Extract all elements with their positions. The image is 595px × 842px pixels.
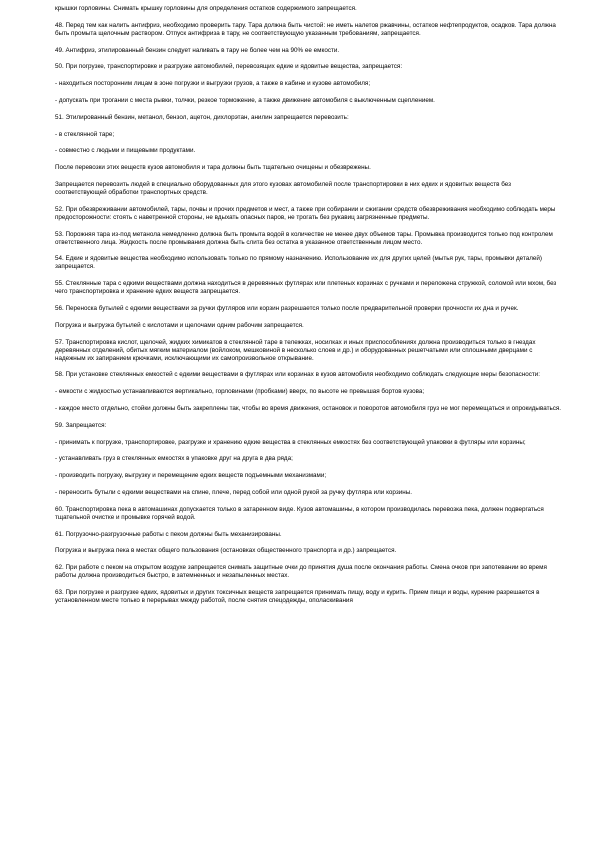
paragraph-62: 62. При работе с пеком на открытом воздухе запрещается снимать защитные очки до принятия душа после окончания работы. Смена очков при запотевании во время работы должна производиться быстро, в затемненных и незапыленных местах.	[55, 564, 547, 580]
paragraph-59: 59. Запрещается:	[55, 421, 107, 429]
paragraph-53: 53. Порожняя тара из-под метанола немедленно должна быть промыта водой в количестве не менее двух объемов тары. Промывка производится только под контролем ответственного лица. Жидкость после промывания должна быть слита без остатка в указанное ответственным лицом место.	[55, 230, 553, 246]
list-item: - емкости с жидкостью устанавливаются вертикально, горловинами (пробками) вверх, по высоте не превышая бортов кузова;	[55, 388, 425, 396]
list-item: - каждое место отдельно, стойки должны быть закреплены так, чтобы во время движения, остановок и поворотов автомобиля груз не мог перемещаться и опрокидываться.	[55, 404, 562, 412]
paragraph-48: 48. Перед тем как налить антифриз, необходимо проверить тару. Тара должна быть чистой: не иметь налетов ржавчины, остатков нефтепродуктов, осадков. Тара должна быть промыта щелочным раствором. Отпуск антифриза в тару, не соответствующую указанным требованиям, запрещается.	[55, 21, 556, 37]
list-item: - производить погрузку, выгрузку и перемещение едких веществ подъемными механизмами;	[55, 472, 327, 480]
paragraph-49: 49. Антифриз, этилированный бензин следует наливать в тару не более чем на 90% ее емкости.	[55, 46, 340, 54]
paragraph: Погрузка и выгрузка бутылей с кислотами и щелочами одним рабочим запрещается.	[55, 321, 304, 329]
paragraph-continuation: крышки горловины. Снимать крышку горловины для определения остатков содержимого запрещается.	[55, 5, 357, 12]
list-item: - переносить бутыли с едкими веществами на спине, плече, перед собой или одной рукой за ручку футляра или корзины.	[55, 488, 412, 496]
paragraph: Запрещается перевозить людей в специально оборудованных для этого кузовах автомобилей после транспортировки в них едких и ядовитых веществ без соответствующей обработки транспортных средств.	[55, 180, 512, 196]
paragraph-58: 58. При установке стеклянных емкостей с едкими веществами в футлярах или корзинах в кузов автомобиля необходимо соблюдать следующие меры безопасности:	[55, 371, 541, 379]
paragraph: После перевозки этих веществ кузов автомобиля и тара должны быть тщательно очищены и обезврежены.	[55, 164, 371, 172]
paragraph-61: 61. Погрузочно-разгрузочные работы с пеком должны быть механизированы.	[55, 530, 282, 538]
list-item: - в стеклянной таре;	[55, 130, 115, 138]
paragraph-63: 63. При погрузке и разгрузке едких, ядовитых и других токсичных веществ запрещается принимать пищу, воду и курить. Прием пищи и воды, курение разрешается в установленном месте только в перерывах между работой, после снятия спецодежды, ополаскивания	[55, 588, 540, 604]
paragraph-52: 52. При обезвреживании автомобилей, тары, почвы и прочих предметов и мест, а также при собирании и сжигании средств обезвреживания необходимо соблюдать меры предосторожности: стоять с наветренной стороны, не вдыхать опасных паров, не трогать без рукавиц загрязненные предметы.	[55, 205, 556, 221]
list-item: - совместно с людьми и пищевыми продуктами.	[55, 147, 196, 155]
list-item: - устанавливать груз в стеклянных емкостях в упаковке друг на друга в два ряда;	[55, 455, 293, 463]
list-item: - допускать при трогании с места рывки, толчки, резкое торможение, а также движение автомобиля с выключенным сцеплением.	[55, 96, 435, 104]
paragraph-54: 54. Едкие и ядовитые вещества необходимо использовать только по прямому назначению. Использование их для других целей (мытья рук, тары, промывки деталей) запрещается.	[55, 255, 543, 271]
paragraph-51: 51. Этилированный бензин, метанол, бензол, ацетон, дихлорэтан, анилин запрещается перевозить:	[55, 113, 349, 121]
paragraph-60: 60. Транспортировка пека в автомашинах допускается только в затаренном виде. Кузов автомашины, в котором производилась перевозка пека, должен подвергаться тщательной очистке и промывке горячей водой.	[55, 505, 544, 521]
list-item: - находиться посторонним лицам в зоне погрузки и выгрузки грузов, а также в кабине и кузове автомобиля;	[55, 80, 371, 88]
paragraph-55: 55. Стеклянные тара с едкими веществами должна находиться в деревянных футлярах или плетеных корзинах с ручками и переложена стружкой, соломой или мхом, без чего транспортировка и хранение едких веществ запрещается.	[55, 280, 557, 296]
paragraph-50: 50. При погрузке, транспортировке и разгрузке автомобилей, перевозящих едкие и ядовитые вещества, запрещается:	[55, 63, 403, 71]
list-item: - принимать к погрузке, транспортировке, разгрузке и хранению едкие вещества в стеклянных емкостях без соответствующей упаковки в футляры или корзины;	[55, 438, 526, 446]
paragraph-57: 57. Транспортировка кислот, щелочей, жидких химикатов в стеклянной таре в тележках, носилках и иных приспособлениях должна производиться только в гнездах деревянных отделений, обитых мягким материалом (войлоком, мешковиной в несколько слоев и др.) и оборудованных решетчатыми или сплошными дверцами с надежным их запиранием крючками, исключающими их самопроизвольное открывание.	[55, 338, 536, 362]
paragraph: Погрузка и выгрузка пека в местах общего пользования (остановках общественного транспорта и др.) запрещается.	[55, 547, 397, 555]
paragraph-56: 56. Переноска бутылей с едкими веществами за ручки футляров или корзин разрешается только после предварительной проверки прочности их дна и ручек.	[55, 304, 519, 312]
